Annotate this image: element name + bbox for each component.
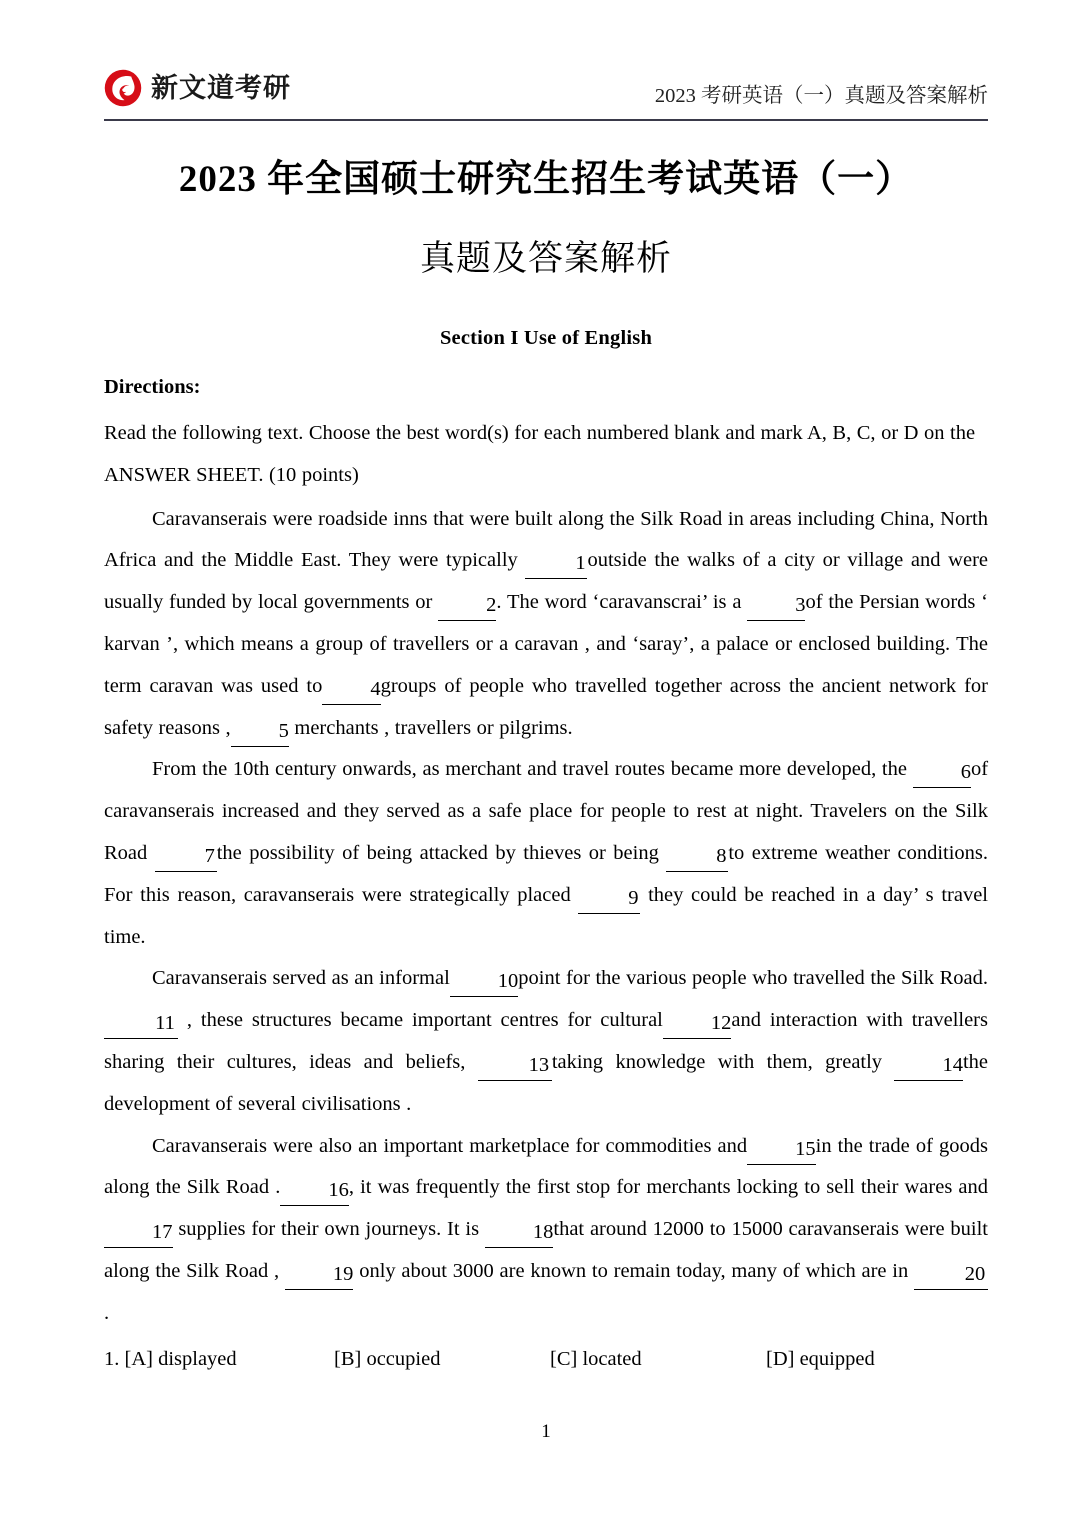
passage-paragraph-3 [104, 958, 988, 1125]
blank-14[interactable]: 14 [894, 1050, 963, 1081]
passage-text: in the trade of goods along the Silk Road . [104, 1134, 988, 1199]
phoenix-logo-icon [104, 69, 142, 107]
passage-text: of the Persian words ‘ karvan ’, which means a group of travellers or a caravan , and ‘saray’, a palace or enclosed building. The term caravan was used to [104, 591, 989, 697]
question-1-options [104, 1339, 988, 1381]
header-divider [104, 119, 988, 121]
blank-3[interactable]: 3 [747, 590, 805, 621]
passage-text: supplies for their own journeys. It is [178, 1218, 480, 1241]
passage-paragraph-4 [104, 1126, 988, 1335]
passage-text: only about 3000 are known to remain today, many of which are in [359, 1259, 909, 1282]
blank-8[interactable]: 8 [666, 841, 728, 872]
passage-text: Caravanserais were roadside inns that were built along the Silk Road in areas including China, North Africa and the Middle East. They were typically [104, 507, 988, 572]
passage-text: . The word ‘caravanscrai’ is a [496, 591, 742, 614]
header-right-title: 2023 考研英语（一）真题及答案解析 [654, 84, 988, 107]
blank-9[interactable]: 9 [578, 883, 640, 914]
blank-19[interactable]: 19 [285, 1259, 354, 1290]
blank-16[interactable]: 16 [280, 1175, 349, 1206]
passage-text: the development of several civilisations . [104, 1050, 989, 1115]
brand-name-label: 新文道考研 [151, 72, 291, 103]
blank-5[interactable]: 5 [231, 716, 289, 747]
question-1-option-c[interactable]: [C] located [550, 1347, 642, 1370]
blank-12[interactable]: 12 [663, 1008, 732, 1039]
question-1-option-a-label: [A] displayed [124, 1347, 237, 1370]
passage-text: and interaction with travellers sharing their cultures, ideas and beliefs, [104, 1009, 988, 1073]
passage-text: point for the various people who travelled the Silk Road. [518, 967, 988, 990]
question-1-option-a[interactable] [104, 1339, 334, 1381]
blank-11[interactable]: 11 [104, 1008, 178, 1039]
question-1-number: 1. [104, 1347, 120, 1370]
blank-17[interactable]: 17 [104, 1217, 173, 1248]
blank-6[interactable]: 6 [913, 757, 971, 788]
page-header [104, 0, 988, 110]
question-1-option-b[interactable]: [B] occupied [334, 1347, 441, 1370]
blank-20[interactable]: 20 [914, 1259, 988, 1290]
page-title-line1: 2023 年全国硕士研究生招生考试英语（一） [178, 159, 914, 200]
passage-text: , these structures became important centres for cultural [186, 1009, 663, 1032]
question-1-option-d[interactable]: [D] equipped [766, 1347, 875, 1370]
blank-18[interactable]: 18 [485, 1217, 554, 1248]
blank-10[interactable]: 10 [450, 966, 519, 997]
passage-text: they could be reached in a day’ s travel time. [104, 883, 989, 948]
blank-2[interactable]: 2 [438, 590, 496, 621]
section-heading: Section I Use of English [439, 327, 653, 349]
blank-13[interactable]: 13 [478, 1050, 552, 1081]
passage-text: that around 12000 to 15000 caravanserais were built along the Silk Road , [104, 1218, 988, 1282]
passage-text: . [104, 1301, 110, 1324]
passage-text: outside the walks of a city or village and were usually funded by local governments or [104, 549, 988, 614]
blank-7[interactable]: 7 [155, 841, 217, 872]
passage-paragraph-1 [104, 499, 988, 750]
passage-text: Caravanserais were also an important marketplace for commodities and [152, 1134, 748, 1157]
passage-text: From the 10th century onwards, as merchant and travel routes became more developed, the [152, 758, 907, 781]
passage-text: , it was frequently the first stop for merchants locking to sell their wares and [348, 1176, 988, 1199]
blank-15[interactable]: 15 [747, 1134, 816, 1165]
passage-text: the possibility of being attacked by thieves or being [216, 841, 659, 864]
page-title-line2: 真题及答案解析 [419, 239, 672, 279]
passage-text: groups of people who travelled together across the ancient network for safety reasons , [104, 674, 988, 739]
directions-text: Read the following text. Choose the best word(s) for each numbered blank and mark A, B, C, or D on the ANSWER SHEET. (10 points) [104, 422, 976, 486]
page-number: 1 [541, 1421, 551, 1442]
directions-label: Directions: [104, 376, 201, 398]
brand-logo [104, 66, 291, 110]
passage-text: Caravanserais served as an informal [152, 967, 450, 990]
blank-1[interactable]: 1 [525, 548, 587, 579]
blank-4[interactable]: 4 [322, 674, 380, 705]
passage-text: of caravanserais increased and they served as a safe place for people to rest at night. Travelers on the Silk Road [104, 758, 989, 864]
passage-text: to extreme weather conditions. For this reason, caravanserais were strategically placed [104, 841, 989, 906]
passage-paragraph-2 [104, 749, 988, 958]
passage-text: merchants , travellers or pilgrims. [294, 716, 573, 739]
passage-text: taking knowledge with them, greatly [551, 1050, 883, 1073]
